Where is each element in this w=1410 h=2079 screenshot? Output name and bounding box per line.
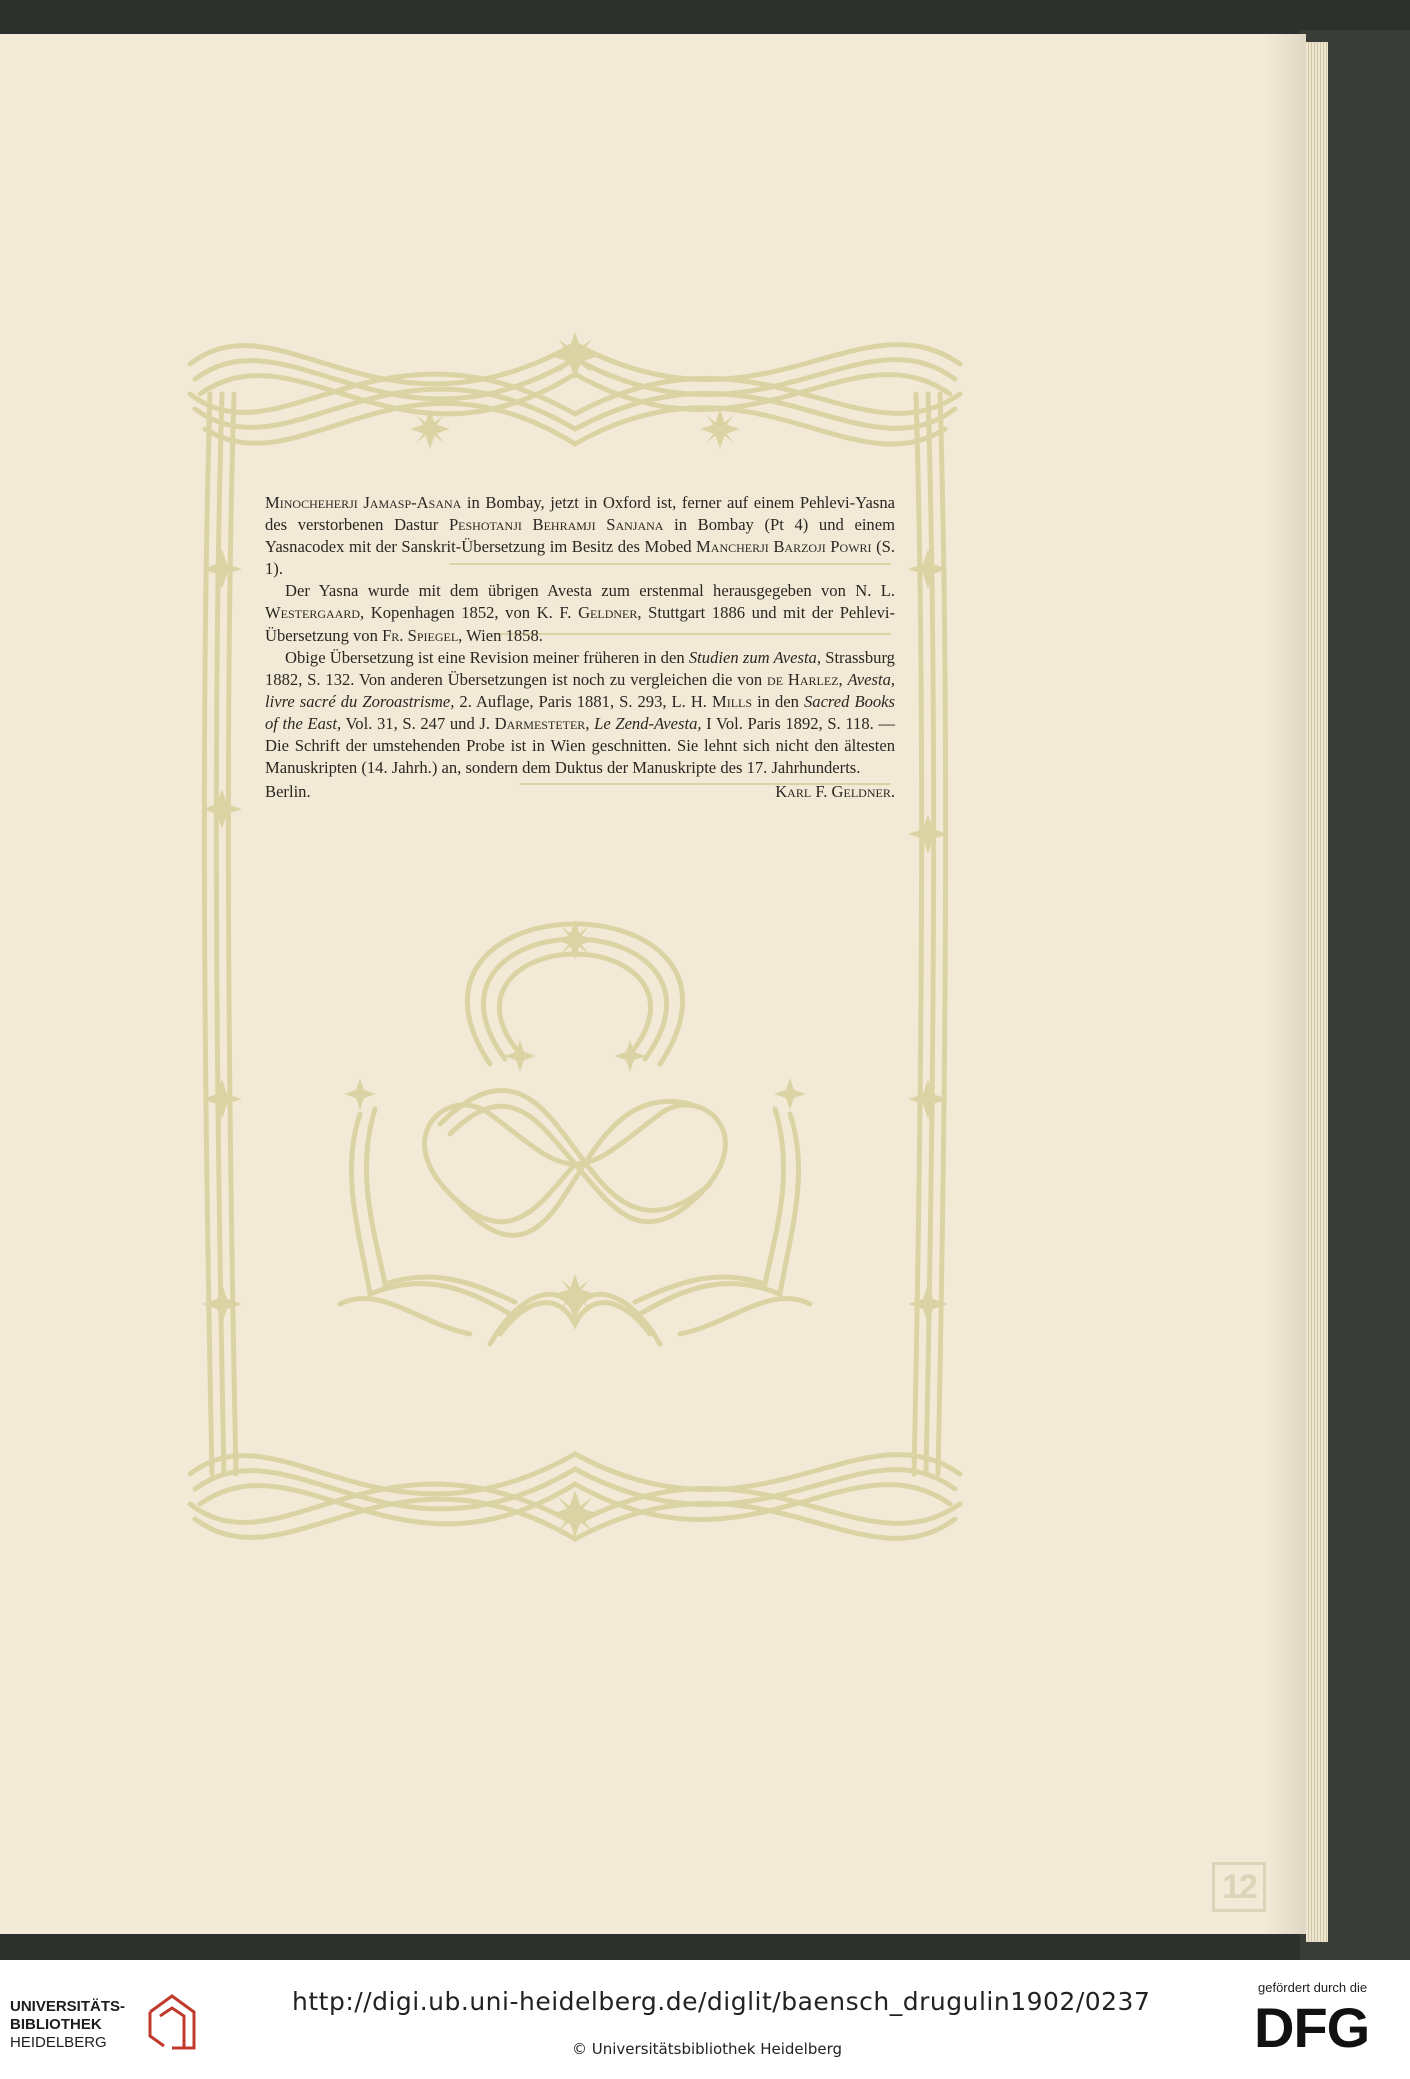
text-run: in Bombay (Pt 4) und einem Yasnacodex mit der Sanskrit-Übersetzung im Besitz des Mobed	[265, 515, 895, 557]
text-run: Minocheherji Jamasp-Asana	[265, 493, 462, 512]
text-run: , Kopenhagen 1852, von K. F.	[360, 603, 579, 623]
text-run: Studien zum Avesta,	[688, 647, 821, 667]
text-run: Sacred Books of the East,	[265, 691, 895, 733]
text-run: Der Yasna wurde mit dem übrigen Avesta zum erstenmal herausgegeben von N. L.	[285, 581, 895, 601]
digitization-footer	[0, 1960, 1410, 2079]
paragraph-1	[265, 492, 895, 580]
text-run: Mancherji Barzoji Powri	[696, 537, 872, 557]
page-edges	[1306, 42, 1328, 1942]
copyright-notice: © Universitätsbibliothek Heidelberg	[572, 2040, 843, 2058]
text-run: Darmesteter	[494, 713, 586, 733]
text-run: Le Zend-Avesta,	[594, 713, 702, 733]
paragraph-2	[265, 580, 895, 646]
text-run: , Stuttgart 1886 und mit der Pehlevi-Übersetzung von	[265, 603, 896, 645]
text-run: I Vol. Paris 1892, S. 118. — Die Schrift der umstehenden Probe ist in Wien geschnitten. Sie lehnt sich nicht den ältesten Manuskripten (14. Jahrh.) an, sondern dem Duktus der Manuskripte des 17. Jahrhunderts.	[265, 713, 895, 778]
ornamental-frame	[0, 34, 1306, 1934]
text-run: in Bombay, jetzt in Oxford ist, ferner auf einem Pehlevi-Yasna des verstorbenen Dastur	[265, 493, 896, 535]
text-run: , Wien 1858.	[458, 625, 543, 645]
library-logo	[10, 1990, 220, 2060]
text-run: ,	[585, 713, 595, 733]
text-run: Fr. Spiegel	[382, 625, 459, 645]
text-run: 2. Auflage, Paris 1881, S. 293, L. H.	[454, 691, 712, 711]
text-run: Westergaard	[265, 603, 360, 623]
author-signature: Karl F. Geldner.	[775, 782, 895, 802]
page-number: 12	[1212, 1862, 1266, 1912]
text-run: (S. 1).	[265, 537, 895, 579]
book-page	[0, 34, 1306, 1934]
library-name-line-1: UNIVERSITÄTS-	[10, 1998, 126, 2015]
body-text	[265, 492, 895, 803]
dfg-logo: DFG	[1254, 1996, 1370, 2059]
library-name-line-3: HEIDELBERG	[10, 2034, 107, 2051]
paragraph-3	[265, 647, 895, 780]
text-run: de Harlez	[767, 669, 839, 689]
text-run: ,	[838, 669, 848, 689]
funding-caption: gefördert durch die	[1258, 1980, 1368, 1995]
text-run: Peshotanji Behramji Sanjana	[448, 515, 664, 535]
text-run: Geldner	[578, 603, 638, 623]
text-run: Obige Übersetzung ist eine Revision meiner früheren in den	[285, 647, 689, 667]
text-run: Vol. 31, S. 247 und J.	[341, 713, 495, 733]
text-run: Avesta, livre sacré du Zoroastrisme,	[265, 669, 896, 711]
place: Berlin.	[265, 782, 311, 802]
text-run: in den	[752, 691, 804, 711]
library-emblem-icon	[142, 1990, 202, 2052]
library-name-line-2: BIBLIOTHEK	[10, 2016, 102, 2033]
text-run: Strassburg 1882, S. 132. Von anderen Übersetzungen ist noch zu vergleichen die von	[265, 647, 895, 689]
permalink-url[interactable]: http://digi.ub.uni-heidelberg.de/diglit/baensch_drugulin1902/0237	[292, 1987, 1151, 2016]
text-run: Mills	[711, 691, 753, 711]
signature-line	[265, 781, 895, 803]
